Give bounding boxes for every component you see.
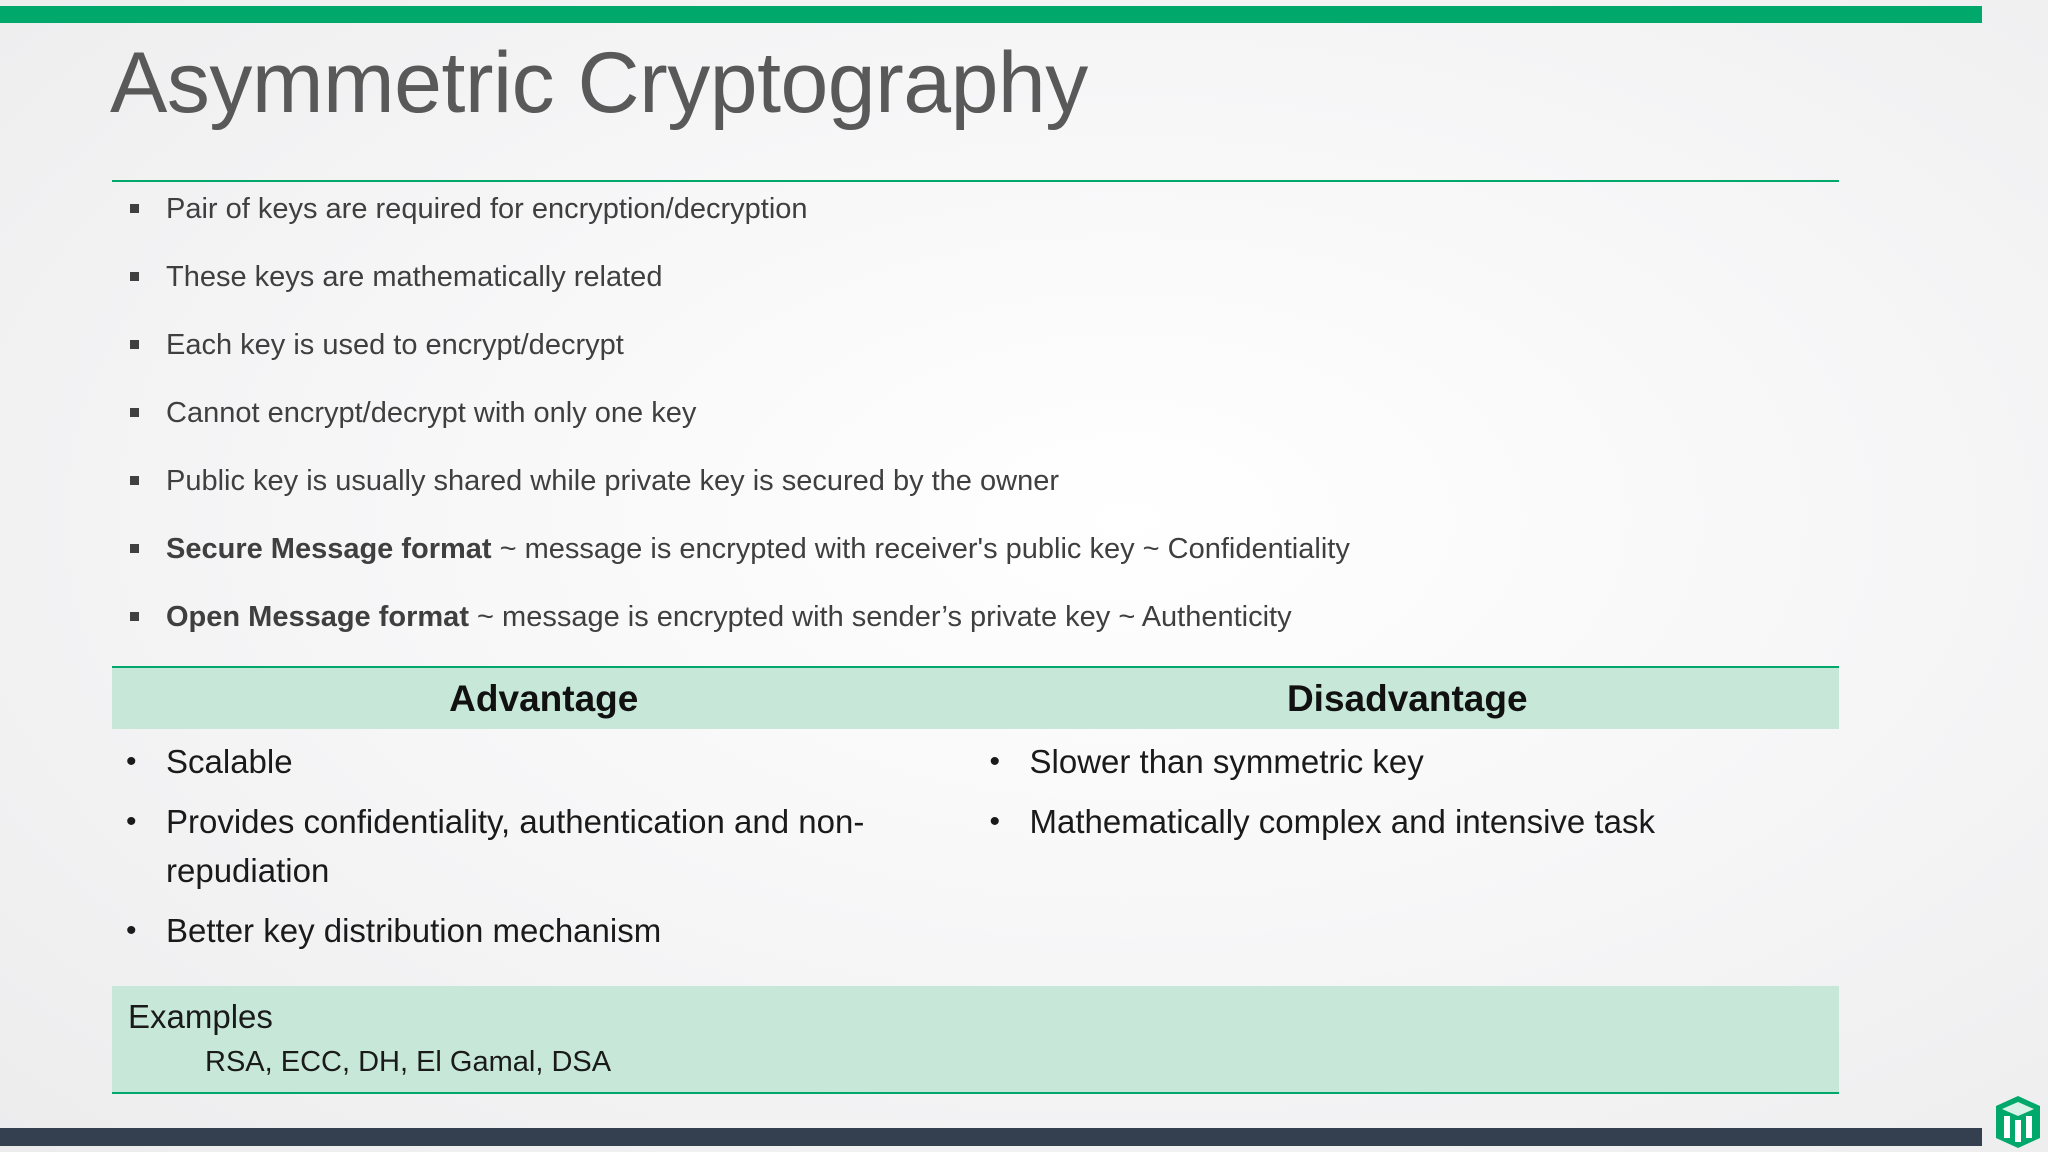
disadvantage-column <box>976 737 1840 966</box>
bullet-list <box>112 186 1832 662</box>
advantage-disadvantage-table <box>112 666 1839 966</box>
advantage-column <box>112 737 976 966</box>
title-divider <box>112 180 1839 182</box>
square-bullet-icon <box>130 612 139 621</box>
advantage-text: Better key distribution mechanism <box>166 912 662 949</box>
disadvantage-text: Slower than symmetric key <box>1029 743 1424 780</box>
bullet-text: Public key is usually shared while private key is secured by the owner <box>166 465 1059 497</box>
table-header-row <box>112 666 1839 729</box>
disadvantage-item <box>976 797 1836 846</box>
examples-list: RSA, ECC, DH, El Gamal, DSA <box>205 1046 612 1078</box>
bullet-item <box>112 322 1832 390</box>
bullet-bold: Open Message format <box>166 601 469 633</box>
bullet-dot: • <box>989 805 1001 838</box>
bullet-dot: • <box>126 914 137 947</box>
slide-title: Asymmetric Cryptography <box>110 35 1088 131</box>
bullet-item <box>112 458 1832 526</box>
square-bullet-icon <box>130 340 139 349</box>
bullet-text: ~ message is encrypted with receiver's public key ~ Confidentiality <box>491 533 1350 565</box>
bullet-text: Pair of keys are required for encryption/decryption <box>166 193 808 225</box>
square-bullet-icon <box>130 544 139 553</box>
bullet-text: Each key is used to encrypt/decrypt <box>166 329 624 361</box>
disadvantage-item <box>976 737 1836 786</box>
disadvantage-heading: Disadvantage <box>1286 678 1528 719</box>
bullet-item <box>112 594 1832 662</box>
bullet-text: Cannot encrypt/decrypt with only one key <box>166 397 697 429</box>
square-bullet-icon <box>130 408 139 417</box>
bullet-item <box>112 390 1832 458</box>
bullet-dot: • <box>989 745 1001 778</box>
logo-icon <box>1994 1094 2042 1150</box>
advantage-text: Provides confidentiality, authentication and non-repudiation <box>166 803 865 889</box>
bullet-dot: • <box>126 745 137 778</box>
bullet-text: These keys are mathematically related <box>166 261 663 293</box>
bullet-item <box>112 254 1832 322</box>
advantage-text: Scalable <box>166 743 293 780</box>
advantage-item <box>112 906 972 955</box>
examples-title: Examples <box>128 998 273 1035</box>
top-accent-bar <box>0 6 1982 23</box>
bullet-item <box>112 526 1832 594</box>
square-bullet-icon <box>130 476 139 485</box>
disadvantage-text: Mathematically complex and intensive task <box>1029 803 1655 840</box>
advantage-item <box>112 737 972 786</box>
footer-bar <box>0 1128 1982 1146</box>
square-bullet-icon <box>130 204 139 213</box>
square-bullet-icon <box>130 272 139 281</box>
bullet-item <box>112 186 1832 254</box>
examples-box <box>112 986 1839 1094</box>
bullet-text: ~ message is encrypted with sender’s private key ~ Authenticity <box>468 601 1292 633</box>
advantage-heading: Advantage <box>449 678 639 719</box>
bullet-dot: • <box>126 805 137 838</box>
advantage-item <box>112 797 932 895</box>
bullet-bold: Secure Message format <box>166 533 492 565</box>
table-body <box>112 729 1839 966</box>
